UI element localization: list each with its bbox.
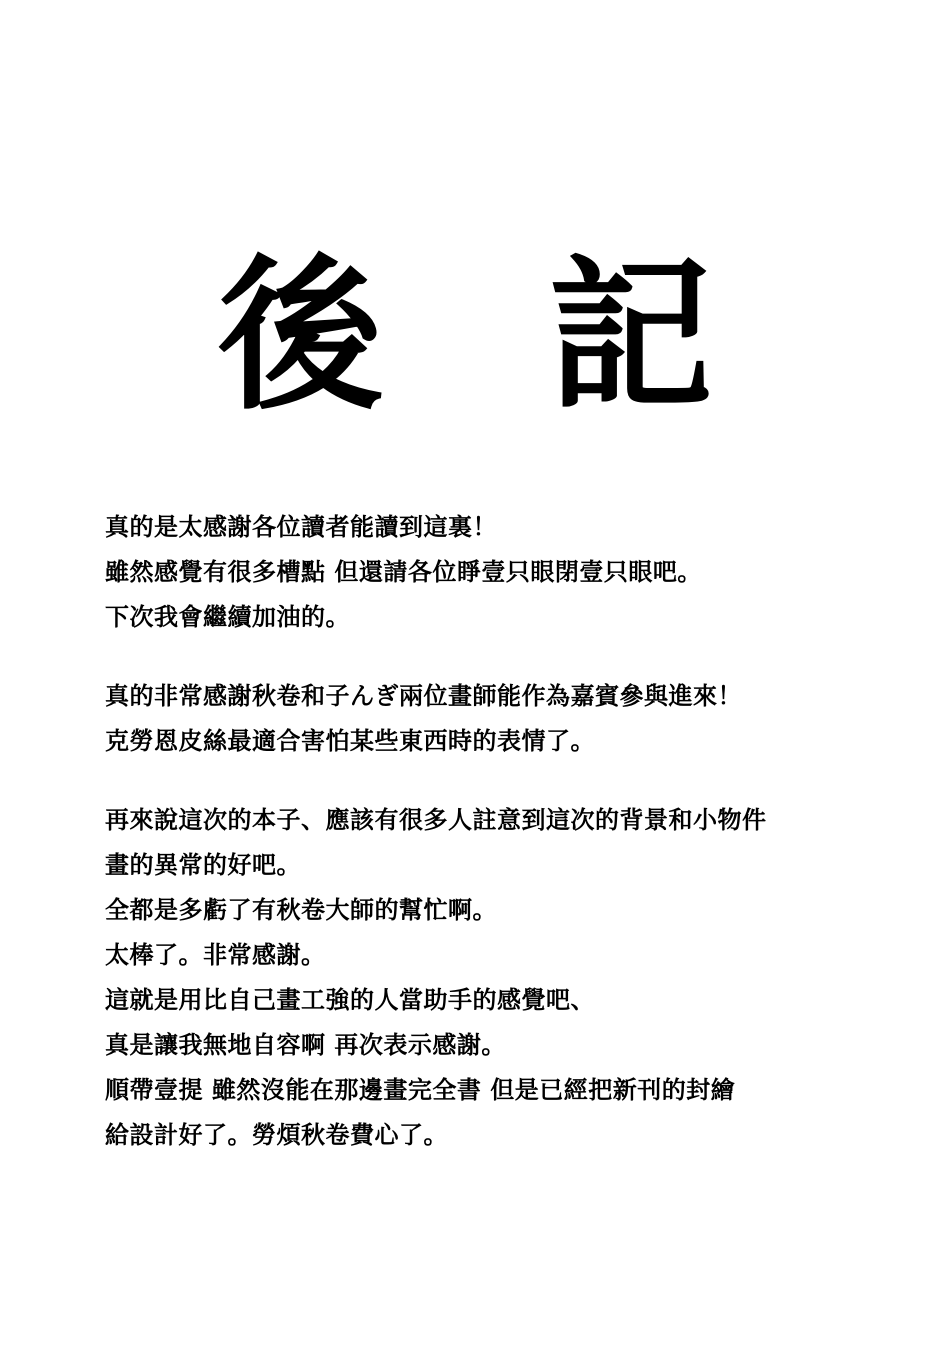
paragraph-1	[105, 505, 895, 640]
afterword-body	[105, 505, 895, 1192]
text-line: 真是讓我無地自容啊 再次表示感謝。	[105, 1031, 506, 1059]
text-line: 真的是太感謝各位讀者能讀到這裏！	[105, 513, 497, 541]
paragraph-3	[105, 798, 895, 1158]
text-line: 這就是用比自己畫工強的人當助手的感覺吧、	[105, 986, 595, 1014]
title-char-2: 記	[548, 238, 713, 432]
paragraph-2	[105, 674, 895, 764]
text-line: 給設計好了。勞煩秋卷費心了。	[105, 1121, 448, 1149]
text-line: 太棒了。非常感謝。	[105, 941, 326, 969]
text-line: 再來說這次的本子、應該有很多人註意到這次的背景和小物件	[105, 806, 767, 834]
page-title	[0, 240, 937, 430]
title-char-1: 後	[218, 238, 383, 432]
text-line: 順帶壹提 雖然沒能在那邊畫完全書 但是已經把新刊的封繪	[105, 1076, 736, 1104]
text-line: 畫的異常的好吧。	[105, 851, 301, 879]
text-line: 下次我會繼續加油的。	[105, 603, 350, 631]
text-line: 真的非常感謝秋卷和子んぎ兩位畫師能作為嘉賓參與進來！	[105, 682, 742, 710]
text-line: 克勞恩皮絲最適合害怕某些東西時的表情了。	[105, 727, 595, 755]
text-line: 雖然感覺有很多槽點 但還請各位睜壹只眼閉壹只眼吧。	[105, 558, 702, 586]
text-line: 全都是多虧了有秋卷大師的幫忙啊。	[105, 896, 497, 924]
